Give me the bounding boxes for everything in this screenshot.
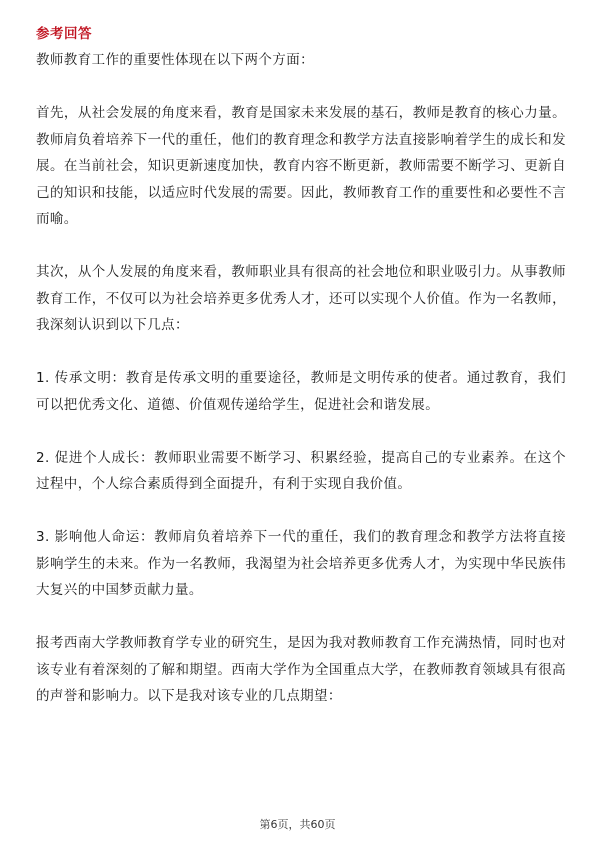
list-item-influence: 3. 影响他人命运：教师肩负着培养下一代的重任，我们的教育理念和教学方法将直接影响学生的未来。作为一名教师，我渴望为社会培养更多优秀人才，为实现中华民族伟大复兴的中国梦贡献力量。	[36, 529, 566, 598]
paragraph-personal-development: 其次，从个人发展的角度来看，教师职业具有很高的社会地位和职业吸引力。从事教师教育工作，不仅可以为社会培养更多优秀人才，还可以实现个人价值。作为一名教师，我深刻认识到以下几点：	[36, 264, 566, 333]
intro-paragraph: 教师教育工作的重要性体现在以下两个方面：	[36, 52, 314, 68]
list-item-growth: 2. 促进个人成长：教师职业需要不断学习、积累经验，提高自己的专业素养。在这个过程中，个人综合素质得到全面提升，有利于实现自我价值。	[36, 449, 566, 492]
section-heading: 参考回答	[36, 26, 92, 42]
paragraph-social-development: 首先，从社会发展的角度来看，教育是国家未来发展的基石，教师是教育的核心力量。教师肩负着培养下一代的重任，他们的教育理念和教学方法直接影响着学生的成长和发展。在当前社会，知识更新速度加快，教育内容不断更新，教师需要不断学习、更新自己的知识和技能，以适应时代发展的需要。因此，教师教育工作的重要性和必要性不言而喻。	[36, 105, 566, 227]
paragraph-application-reason: 报考西南大学教师教育学专业的研究生，是因为我对教师教育工作充满热情，同时也对该专业有着深刻的了解和期望。西南大学作为全国重点大学，在教师教育领域具有很高的声誉和影响力。以下是我对该专业的几点期望：	[36, 635, 566, 704]
page-number: 第6页，共60页	[259, 818, 336, 831]
list-item-heritage: 1. 传承文明：教育是传承文明的重要途径，教师是文明传承的使者。通过教育，我们可以把优秀文化、道德、价值观传递给学生，促进社会和谐发展。	[36, 370, 566, 413]
answer-body	[36, 47, 566, 736]
